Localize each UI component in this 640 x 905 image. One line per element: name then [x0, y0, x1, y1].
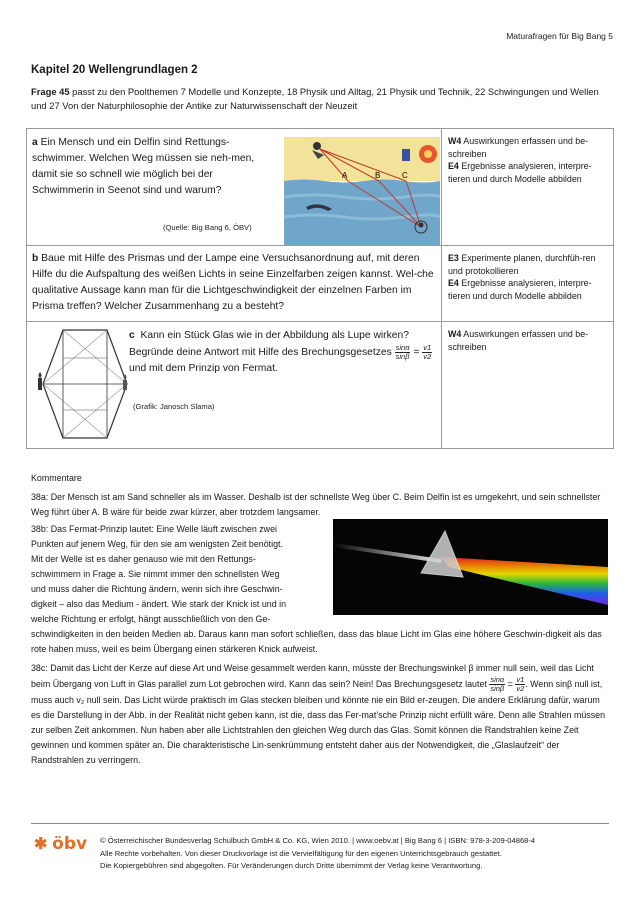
- competence-item: E3 Experimente planen, durchfüh-ren und protokollieren: [448, 253, 596, 276]
- question-table: [26, 128, 614, 449]
- question-b-competences: [442, 246, 614, 322]
- prism-photo: [333, 519, 608, 615]
- candle-image-icon: [123, 380, 127, 390]
- question-c-competences: [442, 322, 614, 449]
- intro-text: [31, 85, 616, 113]
- comment-38b-lines: 38b: Das Fermat-Prinzip lautet: Eine Welle läuft zwischen zwei Punkten auf jenem Weg, für den sie am wenigsten Zeit benötigt. Mit der Welle ist es daher genauso wie mit den Rettungs- schwimmern in Frage a. Sie nimmt immer den schnellsten Weg und muss daher die Richtung ändern, wenn sich ihre Geschwin- digkeit – also das Medium - ändert. Wie stark der Knick ist und in welche Richtung er erfolgt, hängt ausschließlich von den Ge-: [31, 524, 287, 624]
- chapter-title: Kapitel 20 Wellengrundlagen 2: [31, 64, 198, 76]
- question-b-cell: [27, 246, 442, 322]
- question-c-cell: [27, 322, 442, 449]
- question-c-text: c Kann ein Stück Glas wie in der Abbildung als Lupe wirken? Begründe deine Antwort mit Hilfe des Brechungsgesetzes $\frac{\sin\alpha}{\sin\beta}$ = $\frac{v1}{v2}$ und mit dem Prinzip von Fermat.: [129, 330, 432, 375]
- intro-body: passt zu den Poolthemen 7 Modelle und Konzepte, 18 Physik und Alltag, 21 Physik und Technik, 22 Schwingungen und Wellen und 27 Von der Naturphilosophie der Antike zur Naturwissenschaft der Neuzeit: [31, 86, 599, 111]
- competence-item: E4 Ergebnisse analysieren, interpre-tieren und durch Modelle abbilden: [448, 161, 592, 184]
- competence-item: W4 Auswirkungen erfassen und be-schreiben: [448, 329, 589, 352]
- question-c-source: (Grafik: Janosch Slama): [133, 402, 215, 411]
- question-a-text: a Ein Mensch und ein Delfin sind Rettungs-schwimmer. Welchen Weg müssen sie neh-men, damit sie so schnell wie möglich bei der Schwimmerin in Seenot sind und warum?: [32, 137, 255, 196]
- sign-icon: [402, 149, 410, 161]
- snell-law-fraction-v: $\frac{v1}{v2}$: [516, 675, 525, 693]
- question-a-source: (Quelle: Big Bang 6, ÖBV): [163, 223, 252, 232]
- snell-fraction-sin: $\frac{\sin\alpha}{\sin\beta}$: [395, 343, 410, 361]
- question-a-cell: [27, 129, 442, 246]
- comment-38a: 38a: Der Mensch ist am Sand schneller als im Wasser. Deshalb ist der schnellste Weg über C. Beim Delfin ist es umgekehrt, und sein schnellster Weg führt über A. B wäre für beide zwar kürzer, aber trotzdem langsamer.: [31, 492, 601, 517]
- comment-38b-rest: schwindigkeiten in den beiden Medien ab. Daraus kann man sofort schließen, dass das blaue Licht im Glas eine höhere Geschwin-digkeit als das rote haben muss, weil es beim Übergang einen stärkeren Knick aufweist.: [31, 629, 602, 654]
- path-label-c: C: [402, 171, 408, 180]
- competence-item: W4 Auswirkungen erfassen und be-schreiben: [448, 136, 589, 159]
- snell-fraction-v: $\frac{v1}{v2}$: [423, 343, 432, 361]
- competence-item: E4 Ergebnisse analysieren, interpre-tieren und durch Modelle abbilden: [448, 278, 592, 301]
- comments-heading: Kommentare: [31, 473, 82, 483]
- comment-38c: 38c: Damit das Licht der Kerze auf diese Art und Weise gesammelt werden kann, müsste der Brechungswinkel β immer null sein, weil das Licht beim Übergang von Luft in Glas parallel zum Lot gebrochen wird. Kann das sein? Nein! Das Brechungsgesetz lautet $\frac{\sin\alpha}{\sin\beta}$ = $\frac{v1}{v2}$ . Wenn sinβ null ist, muss auch v₂ null sein. Das Licht würde praktisch im Glas stecken bleiben und könnte nie ein Bild er-zeugen. Die andere Erklärung dafür, warum es die Darstellung in der Abb. in der Realität nicht geben kann, ist die, dass das Fer-mat’sche Prinzip nicht erfüllt wäre. Denn alle Strahlen müssen zur selben Zeit ankommen. Nun haben aber alle Lichtstrahlen den gleichen Weg durch das Glas. Somit können die Randstrahlen keine Zeit gewinnen und kommen später an. Die charakteristische Lin-senkrümmung entsteht daher aus der Notwendigkeit, die „Glaslaufzeit“ der Randstrahlen zu verringern.: [31, 663, 606, 765]
- publisher-logo: ✱ öbv: [34, 834, 88, 854]
- page-header: Maturafragen für Big Bang 5: [506, 31, 613, 41]
- person-icon: [313, 142, 321, 150]
- question-b-text: b Baue mit Hilfe des Prismas und der Lampe eine Versuchsanordnung auf, mit deren Hilfe du die Aufspaltung des weißen Lichts in seine Einzelfarben zeigen kannst. Wel-che qualitative Aussage kann man für die Lichtgeschwindigkeit der einzelnen Farben im Prisma treffen? Welcher Zusammenhang zu a besteht?: [32, 253, 434, 312]
- glass-lens-illustration: [35, 328, 131, 440]
- candle-icon: [38, 378, 42, 390]
- footer-text: © Österreichischer Bundesverlag Schulbuch GmbH & Co. KG, Wien 2010. | www.oebv.at | Big Bang 6 | ISBN: 978-3-209-04868-4 Alle Rechte vorbehalten. Von dieser Druckvorlage ist die Vervielfältigung für den eigenen Unterrichtsgebrauch gestattet. Die Kopiergebühren sind abgegolten. Für Veränderungen durch Dritte übernimmt der Verlag keine Verantwortung.: [100, 836, 536, 870]
- question-a-competences: [442, 129, 614, 246]
- path-label-a: A: [342, 171, 348, 180]
- question-number: Frage 45: [31, 86, 70, 97]
- star-icon: ✱: [34, 836, 48, 853]
- footer-divider: [31, 823, 609, 824]
- sand-area: [284, 137, 440, 181]
- snell-law-fraction-sin: $\frac{\sin\alpha}{\sin\beta}$: [490, 675, 505, 693]
- path-label-b: B: [375, 171, 381, 180]
- lifeguard-illustration: [284, 137, 440, 245]
